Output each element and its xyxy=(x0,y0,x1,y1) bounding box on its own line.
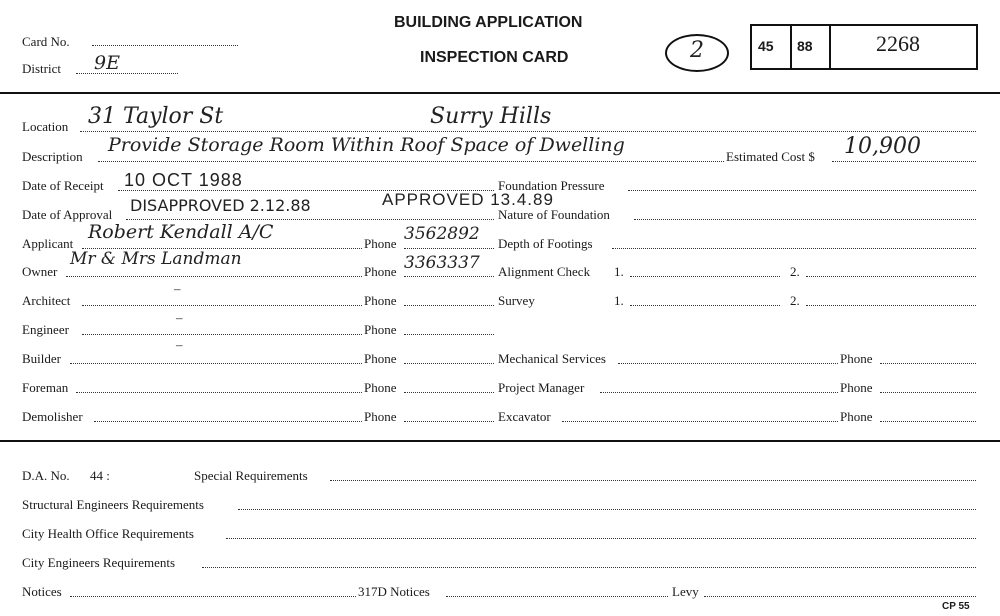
owner-value: Mr & Mrs Landman xyxy=(70,249,242,269)
alignment-check-dots1 xyxy=(630,276,780,277)
architect-label: Architect xyxy=(22,293,71,308)
survey-label: Survey xyxy=(498,293,535,308)
levy-label: Levy xyxy=(672,584,699,599)
demolisher-phone-dots xyxy=(404,421,494,422)
alignment-check-num1: 1. xyxy=(614,264,624,279)
reference-number: 2268 xyxy=(876,31,920,56)
survey-dots2 xyxy=(806,305,976,306)
form-code: CP 55 xyxy=(942,601,970,612)
description-label: Description xyxy=(22,149,83,164)
project-manager-phone-label: Phone xyxy=(840,380,873,395)
structural-dots xyxy=(238,509,976,510)
excavator-label: Excavator xyxy=(498,409,551,424)
notices-317d-label: 317D Notices xyxy=(358,584,430,599)
owner-phone-label: Phone xyxy=(364,264,397,279)
approved-stamp: APPROVED 13.4.89 xyxy=(382,190,554,209)
reference-divider-b xyxy=(829,24,831,70)
date-receipt-label: Date of Receipt xyxy=(22,178,104,193)
date-approval-dots xyxy=(126,219,494,220)
foundation-pressure-label: Foundation Pressure xyxy=(498,178,605,193)
estimated-cost-value: 10,900 xyxy=(844,134,921,159)
nature-foundation-dots xyxy=(634,219,976,220)
circled-number: 2 xyxy=(690,38,704,63)
da-no-value: 44 : xyxy=(90,468,110,483)
engineer-dots xyxy=(82,334,362,335)
project-manager-dots xyxy=(600,392,838,393)
mechanical-phone-label: Phone xyxy=(840,351,873,366)
foreman-phone-dots xyxy=(404,392,494,393)
engineer-label: Engineer xyxy=(22,322,69,337)
architect-dots xyxy=(82,305,362,306)
notices-dots xyxy=(70,596,356,597)
project-manager-label: Project Manager xyxy=(498,380,585,395)
applicant-label: Applicant xyxy=(22,236,74,251)
district-value: 9E xyxy=(94,52,120,74)
project-manager-phone-dots xyxy=(880,392,976,393)
reference-b: 88 xyxy=(797,38,813,54)
architect-dash: – xyxy=(174,281,181,296)
special-req-dots xyxy=(330,480,976,481)
mechanical-dots xyxy=(618,363,838,364)
depth-footings-dots xyxy=(612,248,976,249)
foreman-label: Foreman xyxy=(22,380,69,395)
owner-dots xyxy=(66,276,362,277)
applicant-phone-value: 3562892 xyxy=(404,224,480,244)
reference-a: 45 xyxy=(758,38,774,54)
health-dots xyxy=(226,538,976,539)
owner-label: Owner xyxy=(22,264,58,279)
date-receipt-value: 10 OCT 1988 xyxy=(124,170,243,190)
builder-dash: – xyxy=(176,337,183,352)
architect-phone-dots xyxy=(404,305,494,306)
depth-footings-label: Depth of Footings xyxy=(498,236,593,251)
reference-divider-a xyxy=(790,24,792,70)
owner-phone-dots xyxy=(404,276,494,277)
city-eng-dots xyxy=(202,567,976,568)
engineer-phone-label: Phone xyxy=(364,322,397,337)
excavator-phone-dots xyxy=(880,421,976,422)
description-dots xyxy=(98,161,724,162)
survey-num1: 1. xyxy=(614,293,624,308)
city-eng-label: City Engineers Requirements xyxy=(22,555,176,570)
card-no-dots xyxy=(92,45,238,46)
alignment-check-label: Alignment Check xyxy=(498,264,591,279)
special-req-label: Special Requirements xyxy=(194,468,308,483)
engineer-phone-dots xyxy=(404,334,494,335)
notices-317d-dots xyxy=(446,596,668,597)
alignment-check-num2: 2. xyxy=(790,264,800,279)
reference-box xyxy=(750,24,978,70)
builder-dots xyxy=(70,363,362,364)
card-no-label: Card No. xyxy=(22,34,70,49)
alignment-check-dots2 xyxy=(806,276,976,277)
notices-label: Notices xyxy=(22,584,62,599)
date-approval-value: DISAPPROVED 2.12.88 xyxy=(130,196,311,215)
nature-foundation-label: Nature of Foundation xyxy=(498,207,610,222)
demolisher-label: Demolisher xyxy=(22,409,83,424)
architect-phone-label: Phone xyxy=(364,293,397,308)
structural-label: Structural Engineers Requirements xyxy=(22,497,204,512)
section-divider xyxy=(0,440,1000,442)
engineer-dash: – xyxy=(176,310,183,325)
estimated-cost-dots xyxy=(832,161,976,162)
demolisher-dots xyxy=(94,421,362,422)
builder-label: Builder xyxy=(22,351,61,366)
location-suburb: Surry Hills xyxy=(430,104,552,129)
mechanical-phone-dots xyxy=(880,363,976,364)
foreman-phone-label: Phone xyxy=(364,380,397,395)
title-line1: BUILDING APPLICATION xyxy=(394,14,583,31)
district-dots xyxy=(76,73,178,74)
mechanical-label: Mechanical Services xyxy=(498,351,606,366)
header-divider xyxy=(0,92,1000,94)
survey-dots1 xyxy=(630,305,780,306)
applicant-phone-dots xyxy=(404,248,494,249)
builder-phone-label: Phone xyxy=(364,351,397,366)
description-value: Provide Storage Room Within Roof Space of Dwelling xyxy=(108,134,625,156)
location-label: Location xyxy=(22,119,69,134)
levy-dots xyxy=(704,596,976,597)
da-no-label: D.A. No. xyxy=(22,468,70,483)
health-label: City Health Office Requirements xyxy=(22,526,194,541)
district-label: District xyxy=(22,61,61,76)
date-approval-label: Date of Approval xyxy=(22,207,113,222)
foundation-pressure-dots xyxy=(628,190,976,191)
excavator-phone-label: Phone xyxy=(840,409,873,424)
builder-phone-dots xyxy=(404,363,494,364)
estimated-cost-label: Estimated Cost $ xyxy=(726,149,815,164)
foreman-dots xyxy=(76,392,362,393)
survey-num2: 2. xyxy=(790,293,800,308)
location-dots xyxy=(80,131,976,132)
applicant-value: Robert Kendall A/C xyxy=(88,221,274,243)
owner-phone-value: 3363337 xyxy=(404,253,480,273)
title-line2: INSPECTION CARD xyxy=(420,49,569,66)
excavator-dots xyxy=(562,421,838,422)
applicant-phone-label: Phone xyxy=(364,236,397,251)
demolisher-phone-label: Phone xyxy=(364,409,397,424)
location-value: 31 Taylor St xyxy=(88,104,224,129)
